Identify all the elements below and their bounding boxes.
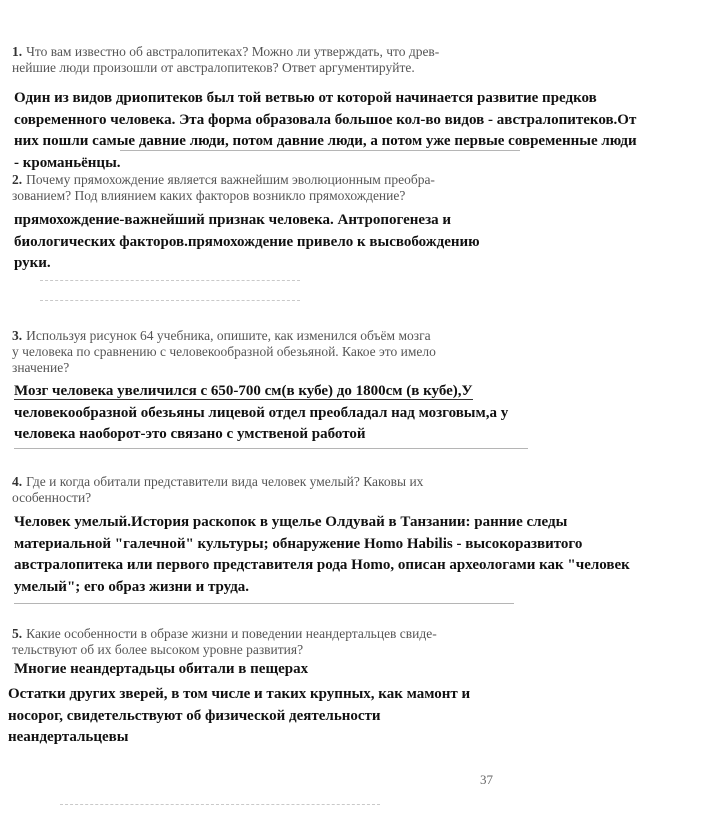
writing-line — [40, 280, 300, 281]
answer-3 — [14, 381, 574, 446]
writing-line — [60, 804, 380, 805]
writing-line — [120, 150, 520, 151]
question-number: 4. — [12, 474, 23, 489]
question-text: у человека по сравнению с человекообразной обезьяной. Какое это имело — [12, 344, 436, 359]
question-text: Какие особенности в образе жизни и поведении неандертальцев свиде- — [26, 626, 437, 641]
answer-line: прямохождение-важнейший признак человека. Антропогенеза и — [14, 212, 452, 228]
question-2 — [12, 172, 532, 204]
writing-line — [14, 448, 528, 449]
question-text: Где и когда обитали представители вида человек умелый? Каковы их — [26, 474, 424, 489]
question-1 — [12, 44, 532, 76]
answer-line: биологических факторов.прямохождение привело к высвобождению — [14, 233, 480, 250]
answer-line: Один из видов дриопитеков был той ветвью от которой начинается развитие предков — [14, 90, 597, 106]
question-number: 2. — [12, 172, 23, 187]
question-text: значение? — [12, 360, 70, 375]
writing-line — [14, 603, 514, 604]
question-text: Используя рисунок 64 учебника, опишите, как изменился объём мозга — [26, 328, 431, 343]
answer-4 — [14, 512, 714, 598]
question-number: 1. — [12, 44, 23, 59]
answer-5-title: Многие неандертадьцы обитали в пещерах — [14, 661, 309, 677]
page-number: 37 — [480, 772, 493, 787]
question-text: особенности? — [12, 490, 92, 505]
question-4 — [12, 474, 532, 506]
question-number: 5. — [12, 626, 23, 641]
question-3 — [12, 328, 532, 376]
writing-line — [40, 300, 300, 301]
answer-line: австралопитека или первого представителя рода Homo, описан археологами как "человек — [14, 557, 630, 573]
question-text: нейшие люди произошли от австралопитеков? Ответ аргументируйте. — [12, 60, 415, 75]
answer-line: Остатки других зверей, в том числе и таких крупных, как мамонт и — [8, 686, 471, 702]
answer-line: - кроманьёнцы. — [14, 154, 121, 171]
question-text: Что вам известно об австралопитеках? Можно ли утверждать, что древ- — [26, 44, 440, 59]
question-text: тельствуют об их более высоком уровне развития? — [12, 642, 304, 657]
answer-line: человека наоборот-это связано с умственой работой — [14, 426, 366, 442]
answer-line: руки. — [14, 255, 51, 271]
answer-5 — [8, 684, 568, 749]
question-5 — [12, 626, 532, 658]
answer-line: современного человека. Эта форма образовала большое кол-во видов - австралопитеков.От — [14, 111, 637, 128]
question-text: Почему прямохождение является важнейшим эволюционным преобра- — [26, 172, 435, 187]
answer-line: умелый"; его образ жизни и труда. — [14, 578, 250, 595]
answer-2 — [14, 210, 574, 275]
answer-line: носорог, свидетельствуют об физической деятельности — [8, 707, 381, 724]
question-text: зованием? Под влиянием каких факторов возникло прямохождение? — [12, 188, 406, 203]
answer-line: них пошли самые давние люди, потом давние люди, а потом уже первые современные люди — [14, 133, 637, 149]
answer-line: материальной "галечной" культуры; обнаружение Homo Habilis - высокоразвитого — [14, 535, 583, 552]
answer-line: Человек умелый.История раскопок в ущелье Олдувай в Танзании: ранние следы — [14, 514, 568, 530]
answer-line — [14, 381, 574, 403]
answer-line: человекообразной обезьяны лицевой отдел преобладал над мозговым,а у — [14, 404, 509, 421]
answer-line: неандертальцевы — [8, 729, 129, 745]
answer-line-underlined: Мозг человека увеличился с 650-700 см(в кубе) до 1800см (в кубе),У — [14, 383, 473, 399]
answer-1 — [14, 88, 714, 174]
question-number: 3. — [12, 328, 23, 343]
